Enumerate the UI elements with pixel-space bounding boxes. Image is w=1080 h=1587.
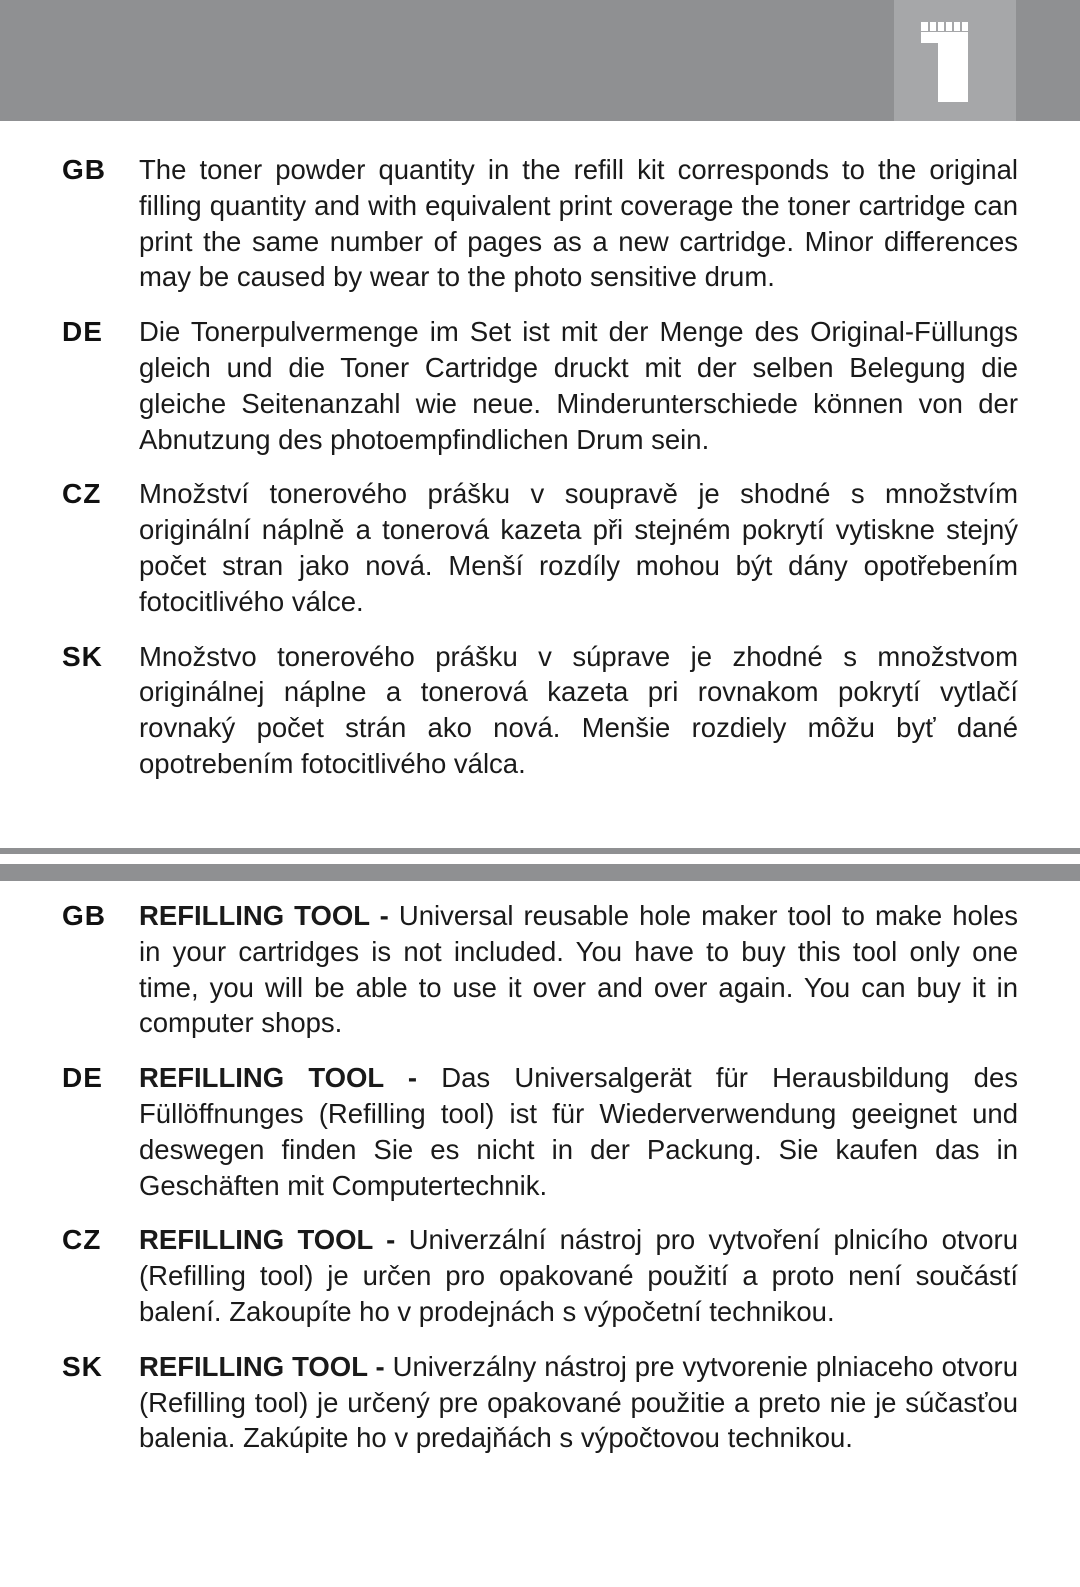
entry-sk (58, 1349, 1018, 1456)
paragraph-text: Množstvo tonerového prášku v súprave je zhodné s množstvom originálnej náplne a tonerová kazeta pri rovnakom pokrytí vytlačí rovnaký počet strán ako nová. Menšie rozdiely môžu byť dané opotrebením fotocitlivého válca. (139, 640, 1018, 779)
refilling-tool-heading: REFILLING TOOL - (139, 1224, 396, 1256)
entry-de (58, 314, 1018, 457)
entry-de (58, 1060, 1018, 1203)
language-code: GB (62, 154, 106, 185)
entry-cz (58, 476, 1018, 619)
section-divider-thick (0, 864, 1080, 881)
paragraph-text: Množství tonerového prášku v soupravě je shodné s množstvím originální náplně a tonerová kazeta při stejném pokrytí vytiskne stejný počet stran jako nová. Menší rozdíly mohou být dány opotřebením fotocitlivého válce. (139, 478, 1018, 617)
paragraph-text (139, 1349, 1018, 1456)
paragraph-body: Das Universalgerät für Herausbildung des Füllöffnunges (Refilling tool) ist für Wiederverwendung geeignet und deswegen finden Sie es nicht in der Packung. Sie kaufen das in Geschäften mit Computertechnik. (139, 1062, 1019, 1201)
paragraph-body: Univerzálny nástroj pre vytvorenie plniaceho otvoru (Refilling tool) je určený pre opakované použitie a preto nie je súčasťou balenia. Zakúpite ho v predajňách s výpočtovou technikou. (139, 1350, 1018, 1454)
entry-gb (58, 152, 1018, 295)
language-code: SK (62, 1350, 103, 1382)
language-code: CZ (62, 478, 102, 510)
language-code: SK (62, 640, 103, 672)
page-number-badge (894, 0, 1016, 121)
paragraph-text: The toner powder quantity in the refill kit corresponds to the original filling quantity and with equivalent print coverage the toner cartridge can print the same number of pages as a new cartridge. Minor differences may be caused by wear to the photo sensitive drum. (139, 154, 1018, 293)
refilling-tool-heading: REFILLING TOOL - (139, 1350, 385, 1382)
paragraph-body: Univerzální nástroj pro vytvoření plnicího otvoru (Refilling tool) je určen pro opakované použití a proto není součástí balení. Zakoupíte ho v prodejnách s výpočetní technikou. (139, 1224, 1018, 1327)
refilling-tool-heading: REFILLING TOOL - (139, 1062, 418, 1094)
language-code: CZ (62, 1224, 102, 1256)
entry-sk (58, 639, 1018, 782)
refilling-tool-section (58, 898, 1018, 1475)
paragraph-body: Universal reusable hole maker tool to make holes in your cartridges is not included. You have to buy this tool only one time, you will be able to use it over and over again. You can buy it in computer shops. (139, 900, 1019, 1039)
section-divider-thin (0, 848, 1080, 854)
paragraph-text (139, 1060, 1018, 1203)
paragraph-text: Die Tonerpulvermenge im Set ist mit der Menge des Original-Füllungs gleich und die Toner Cartridge druckt mit der selben Belegung die gleiche Seitenanzahl wie neue. Minderunterschiede können von der Abnutzung des photoempfindlichen Drum sein. (139, 316, 1018, 455)
refilling-tool-heading: REFILLING TOOL - (139, 900, 389, 931)
toner-quantity-section (58, 152, 1018, 801)
paragraph-text (139, 1222, 1018, 1329)
language-code: DE (62, 316, 103, 348)
entry-gb (58, 898, 1018, 1041)
page-number-one-icon (894, 0, 1016, 121)
language-code: DE (62, 1062, 103, 1094)
entry-cz (58, 1222, 1018, 1329)
language-code: GB (62, 900, 106, 931)
paragraph-text (139, 898, 1018, 1041)
